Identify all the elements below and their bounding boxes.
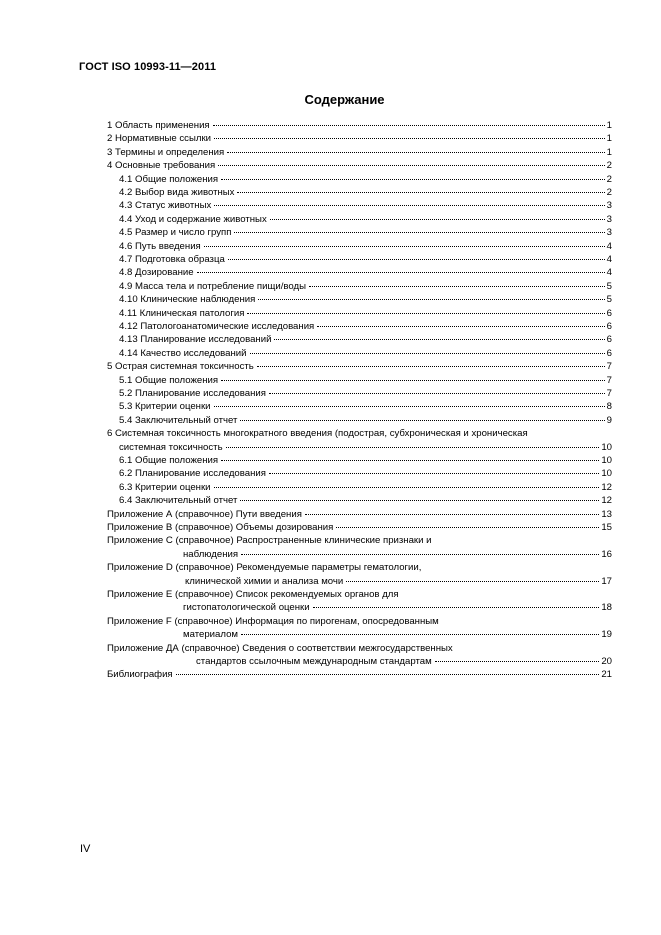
toc-entry[interactable]: 4.9 Масса тела и потребление пищи/воды 5	[119, 280, 612, 292]
page-title: Содержание	[304, 92, 385, 107]
toc-entry[interactable]: 4.3 Статус животных 3	[119, 200, 612, 212]
toc-entry[interactable]: материалом 19	[183, 629, 612, 641]
document-code-header: ГОСТ ISO 10993-11—2011	[79, 61, 217, 73]
toc-entry[interactable]: 4.8 Дозирование 4	[119, 267, 612, 279]
toc-entry-heading[interactable]: Приложение С (справочное) Распространенные клинические признаки и	[107, 535, 432, 547]
toc-entry[interactable]: 4.11 Клиническая патология 6	[119, 307, 612, 319]
toc-entry[interactable]: 4.12 Патологоанатомические исследования 6	[119, 321, 612, 332]
toc-entry[interactable]: 4.4 Уход и содержание животных 3	[119, 213, 612, 225]
toc-entry[interactable]: наблюдения 16	[183, 548, 612, 560]
toc-entry[interactable]: 5.1 Общие положения 7	[119, 374, 612, 386]
toc-entry[interactable]: 4.7 Подготовка образца 4	[119, 254, 612, 265]
toc-entry[interactable]: 6.1 Общие положения 10	[119, 455, 612, 466]
toc-entry[interactable]: клинической химии и анализа мочи 17	[185, 575, 612, 587]
toc-entry[interactable]: Приложение В (справочное) Объемы дозирования 15	[107, 522, 612, 533]
toc-entry[interactable]: гистопатологической оценки 18	[183, 602, 612, 614]
toc-entry-heading[interactable]: Приложение F (справочное) Информация по пирогенам, опосредованным	[107, 615, 439, 627]
toc-entry[interactable]: 4.2 Выбор вида животных 2	[119, 187, 612, 198]
toc-entry-heading[interactable]: Приложение ДА (справочное) Сведения о соответствии межгосударственных	[107, 642, 453, 654]
toc-entry[interactable]: стандартов ссылочным международным стандартам 20	[196, 656, 612, 667]
toc-entry[interactable]: 5.4 Заключительный отчет 9	[119, 414, 612, 426]
toc-entry[interactable]: 4.6 Путь введения 4	[119, 240, 612, 252]
toc-entry-heading[interactable]: 6 Системная токсичность многократного введения (подострая, субхроническая и хроническая	[107, 428, 528, 440]
toc-entry[interactable]: 6.3 Критерии оценки 12	[119, 481, 612, 493]
toc-entry[interactable]: 5.3 Критерии оценки 8	[119, 401, 612, 413]
toc-entry[interactable]: 4 Основные требования 2	[107, 160, 612, 172]
toc-entry[interactable]: 3 Термины и определения 1	[107, 146, 612, 158]
toc-entry[interactable]: 6.4 Заключительный отчет 12	[119, 495, 612, 507]
toc-entry[interactable]: 5 Острая системная токсичность 7	[107, 361, 612, 373]
toc-entry[interactable]: 5.2 Планирование исследования 7	[119, 388, 612, 399]
toc-entry-heading[interactable]: Приложение Е (справочное) Список рекомендуемых органов для	[107, 589, 399, 600]
toc-entry[interactable]: 4.1 Общие положения 2	[119, 173, 612, 185]
toc-entry[interactable]: 4.5 Размер и число групп 3	[119, 227, 612, 239]
toc-entry[interactable]: 4.14 Качество исследований 6	[119, 347, 612, 359]
toc-entry[interactable]: 2 Нормативные ссылки 1	[107, 133, 612, 145]
toc-entry[interactable]: 4.13 Планирование исследований 6	[119, 334, 612, 346]
toc-entry[interactable]: Приложение А (справочное) Пути введения 13	[107, 508, 612, 520]
toc-entry[interactable]: Библиография 21	[107, 669, 612, 681]
toc-entry-heading[interactable]: Приложение D (справочное) Рекомендуемые параметры гематологии,	[107, 562, 422, 574]
page-number: IV	[80, 843, 91, 855]
toc-entry[interactable]: 6.2 Планирование исследования 10	[119, 468, 612, 480]
toc-entry[interactable]: 1 Область применения 1	[107, 120, 612, 131]
toc-entry[interactable]: системная токсичность 10	[119, 441, 612, 453]
toc-entry[interactable]: 4.10 Клинические наблюдения 5	[119, 294, 612, 306]
